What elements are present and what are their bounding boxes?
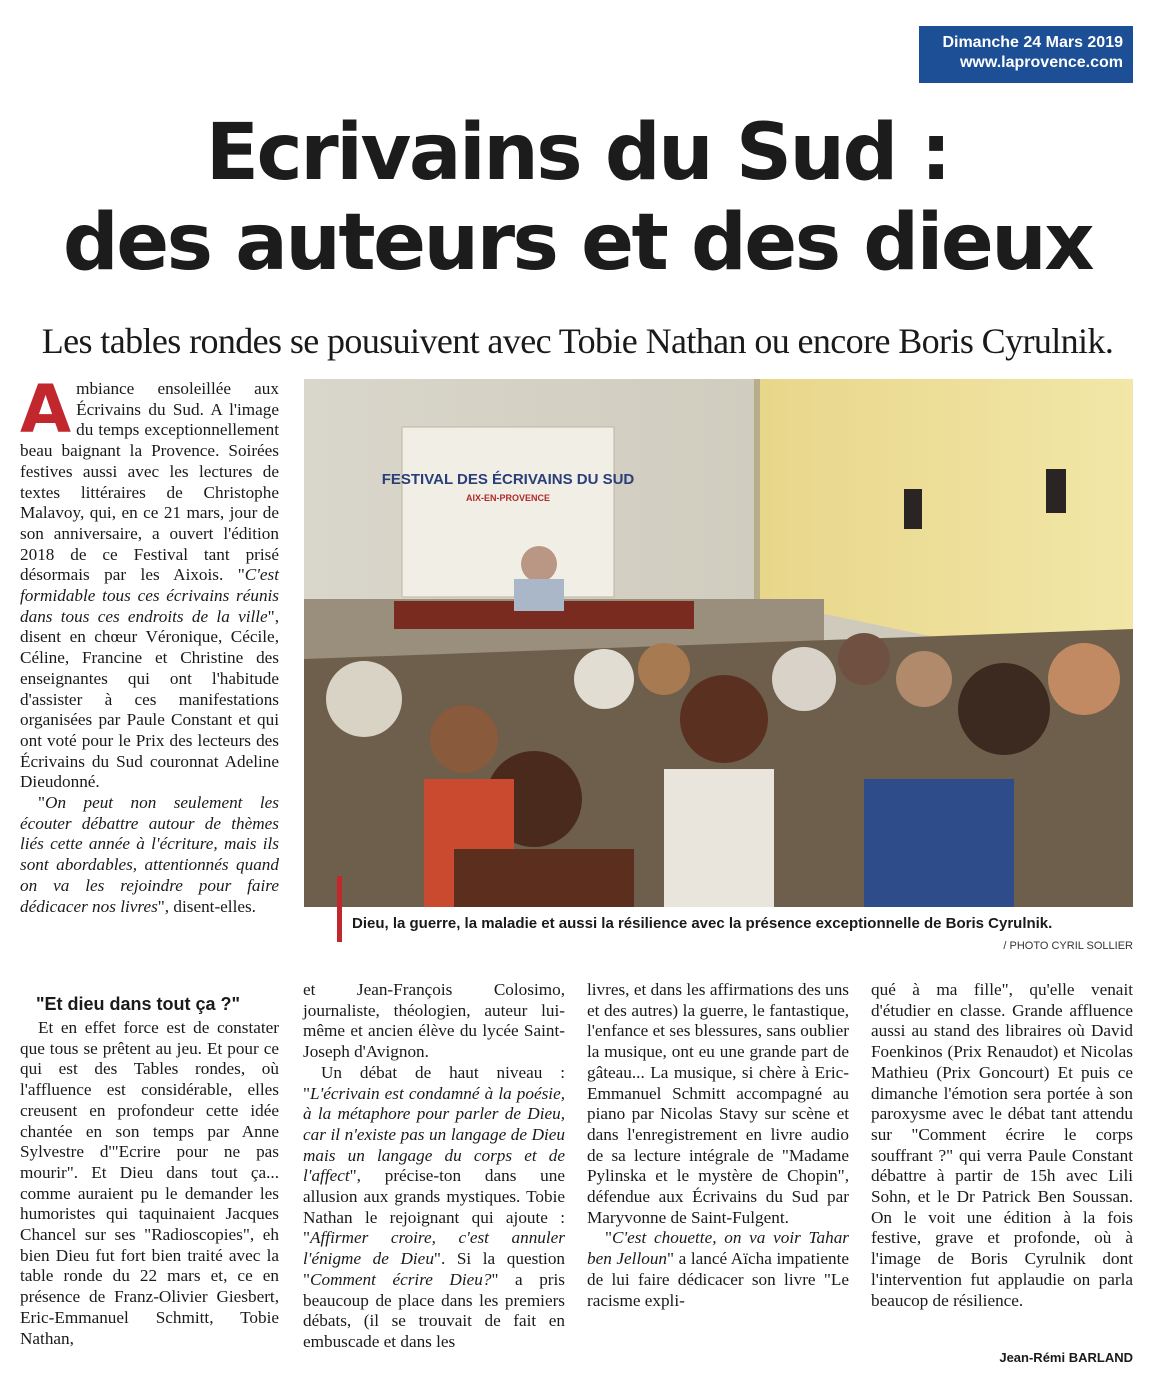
paragraph-4: et Jean-François Colosimo, journaliste, théologien, auteur lui-même et ancien élève du lycée Saint-Joseph d'Avignon.: [303, 980, 565, 1062]
quote: L'écrivain est condamné à la poésie, à la métaphore pour parler de Dieu, car il n'existe pas un langage de Dieu mais un langage du corps et de l'affect: [303, 1083, 565, 1186]
paragraph-5: Un débat de haut niveau : "L'écrivain est condamné à la poésie, à la métaphore pour parler de Dieu, car il n'existe pas un langage de Dieu mais un langage du corps et de l'affect", précise-ton dans une allusion aux grands mystiques. Tobie Nathan le rejoignant qui ajoute : "Affirmer croire, c'est annuler l'énigme de Dieu". Si la question "Comment écrire Dieu?" a pris beaucoup de place dans les premiers débats, (il se trouvait de fait en embuscade et dans les: [303, 1062, 566, 1351]
headline-line-1: Ecrivains du Sud :: [205, 108, 950, 198]
paragraph-1: Ambiance ensoleillée aux Écrivains du Sud. A l'image du temps exceptionnellement beau baignant la Provence. Soirées festives aussi avec les lectures de textes littéraires de Christophe Malavoy, qui, en ce 21 mars, jour de son anniversaire, a ouvert l'édition 2018 de ce Festival tant prisé désormais par les Aixois. "C'est formidable tous ces écrivains réunis dans tous ces endroits de la ville", disent en chœur Véronique, Cécile, Céline, Francine et Christine des enseignantes qui ont l'habitude d'assister à ces manifestations organisées par Paule Constant et qui ont voté pour le Prix des lecteurs des Écrivains du Sud couronnat Adeline Dieudonné.: [20, 371, 279, 792]
website-url[interactable]: www.laprovence.com: [959, 54, 1123, 71]
quote: On peut non seulement les écouter débattre autour de thèmes liés cette année à l'écriture, mais ils sont abordables, attentionnés quand on va les rejoindre pour faire dédicacer nos livres: [20, 793, 279, 916]
subtitle: Les tables rondes se pousuivent avec Tobie Nathan ou encore Boris Cyrulnik.: [41, 321, 1114, 361]
quote: C'est formidable tous ces écrivains réunis dans tous ces endroits de la ville: [20, 565, 279, 626]
caption-accent: [337, 876, 342, 942]
article-column-3: [587, 980, 849, 1311]
article-photo: [304, 379, 1133, 907]
intertitle: "Et dieu dans tout ça ?": [36, 994, 241, 1014]
author-signature: [900, 1350, 1133, 1366]
paragraph-3: Et en effet force est de constater que tous se prêtent au jeu. Et pour ce qui est des Tables rondes, où l'affluence est considérable, elles creusent en profondeur cette idée chantée en son temps par Anne Sylvestre d'"Ecrire pour ne pas mourir". Et Dieu dans tout ça... comme auraient pu le demander les humoristes qui taquinaient Jacques Chancel sur ses "Radioscopies", eh bien Dieu fut fort bien traité avec la table ronde du 22 mars et, ce en présence de Franz-Olivier Giesbert, Eric-Emmanuel Schmitt, Tobie Nathan,: [20, 1018, 279, 1348]
photo-illustration: [304, 379, 1133, 907]
article-column-1-continued: [20, 1018, 279, 1349]
paragraph-2: "On peut non seulement les écouter débattre autour de thèmes liés cette année à l'écriture, mais ils sont abordables, attentionnés quand on va les rejoindre pour faire dédicacer nos livres", disent-elles.: [20, 793, 279, 916]
headline: [0, 108, 1155, 288]
article-column-2: [303, 980, 565, 1353]
issue-date: Dimanche 24 Mars 2019: [942, 34, 1123, 51]
photo-banner-line-1: FESTIVAL DES ÉCRIVAINS DU SUD: [381, 471, 635, 488]
paragraph-8: qué à ma fille", qu'elle venait d'étudier en classe. Grande affluence aussi au stand des libraires où David Foenkinos (Prix Renaudot) et Nicolas Mathieu (Prix Goncourt) Et puis ce dimanche l'émotion sera portée à son paroxysme avec le débat tant attendu sur "Comment écrire le corps souffrant ?" qui verra Paule Constant débattre à partir de 15h avec Lili Sohn, et le Dr Patrick Ben Soussan. On le voit une édition à la fois festive, grave et profonde, où à l'image de Boris Cyrulnik dont l'intervention fut applaudie on parla beaucop de résilience.: [871, 980, 1133, 1310]
photo-banner-line-2: AIX-EN-PROVENCE: [465, 493, 551, 503]
photo-credit: / PHOTO CYRIL SOLLIER: [1003, 940, 1133, 952]
article-column-4: [871, 980, 1133, 1311]
headline-line-2: des auteurs et des dieux: [62, 198, 1093, 288]
quote: C'est chouette, on va voir Tahar ben Jelloun: [587, 1228, 849, 1269]
article-column-1: [20, 371, 279, 917]
dropcap: A: [20, 371, 72, 448]
author-last-name: BARLAND: [1068, 1350, 1133, 1365]
photo-caption: Dieu, la guerre, la maladie et aussi la résilience avec la présence exceptionnelle de Boris Cyrulnik.: [352, 915, 1053, 932]
author-first-name: Jean-Rémi: [999, 1350, 1066, 1365]
quote: Comment écrire Dieu?: [310, 1269, 492, 1289]
date-badge: [919, 26, 1133, 83]
paragraph-6: livres, et dans les affirmations des uns et des autres) la guerre, le fantastique, l'enfance et ses blessures, sans oublier la musique, ont eu une grande part de gâteau... La musique, si chère à Eric-Emmanuel Schmitt accompagné au piano par Nicolas Stavy sur scène et dans l'enregistrement en livre audio de sa lecture intégrale de "Madame Pylinska et le mystère de Chopin", défendue aux Écrivains du Sud par Maryvonne de Saint-Fulgent.: [587, 980, 849, 1227]
paragraph-7: "C'est chouette, on va voir Tahar ben Jelloun" a lancé Aïcha impatiente de lui faire dédicacer son livre "Le racisme expli-: [587, 1228, 849, 1310]
quote: Affirmer croire, c'est annuler l'énigme de Dieu: [303, 1228, 565, 1269]
